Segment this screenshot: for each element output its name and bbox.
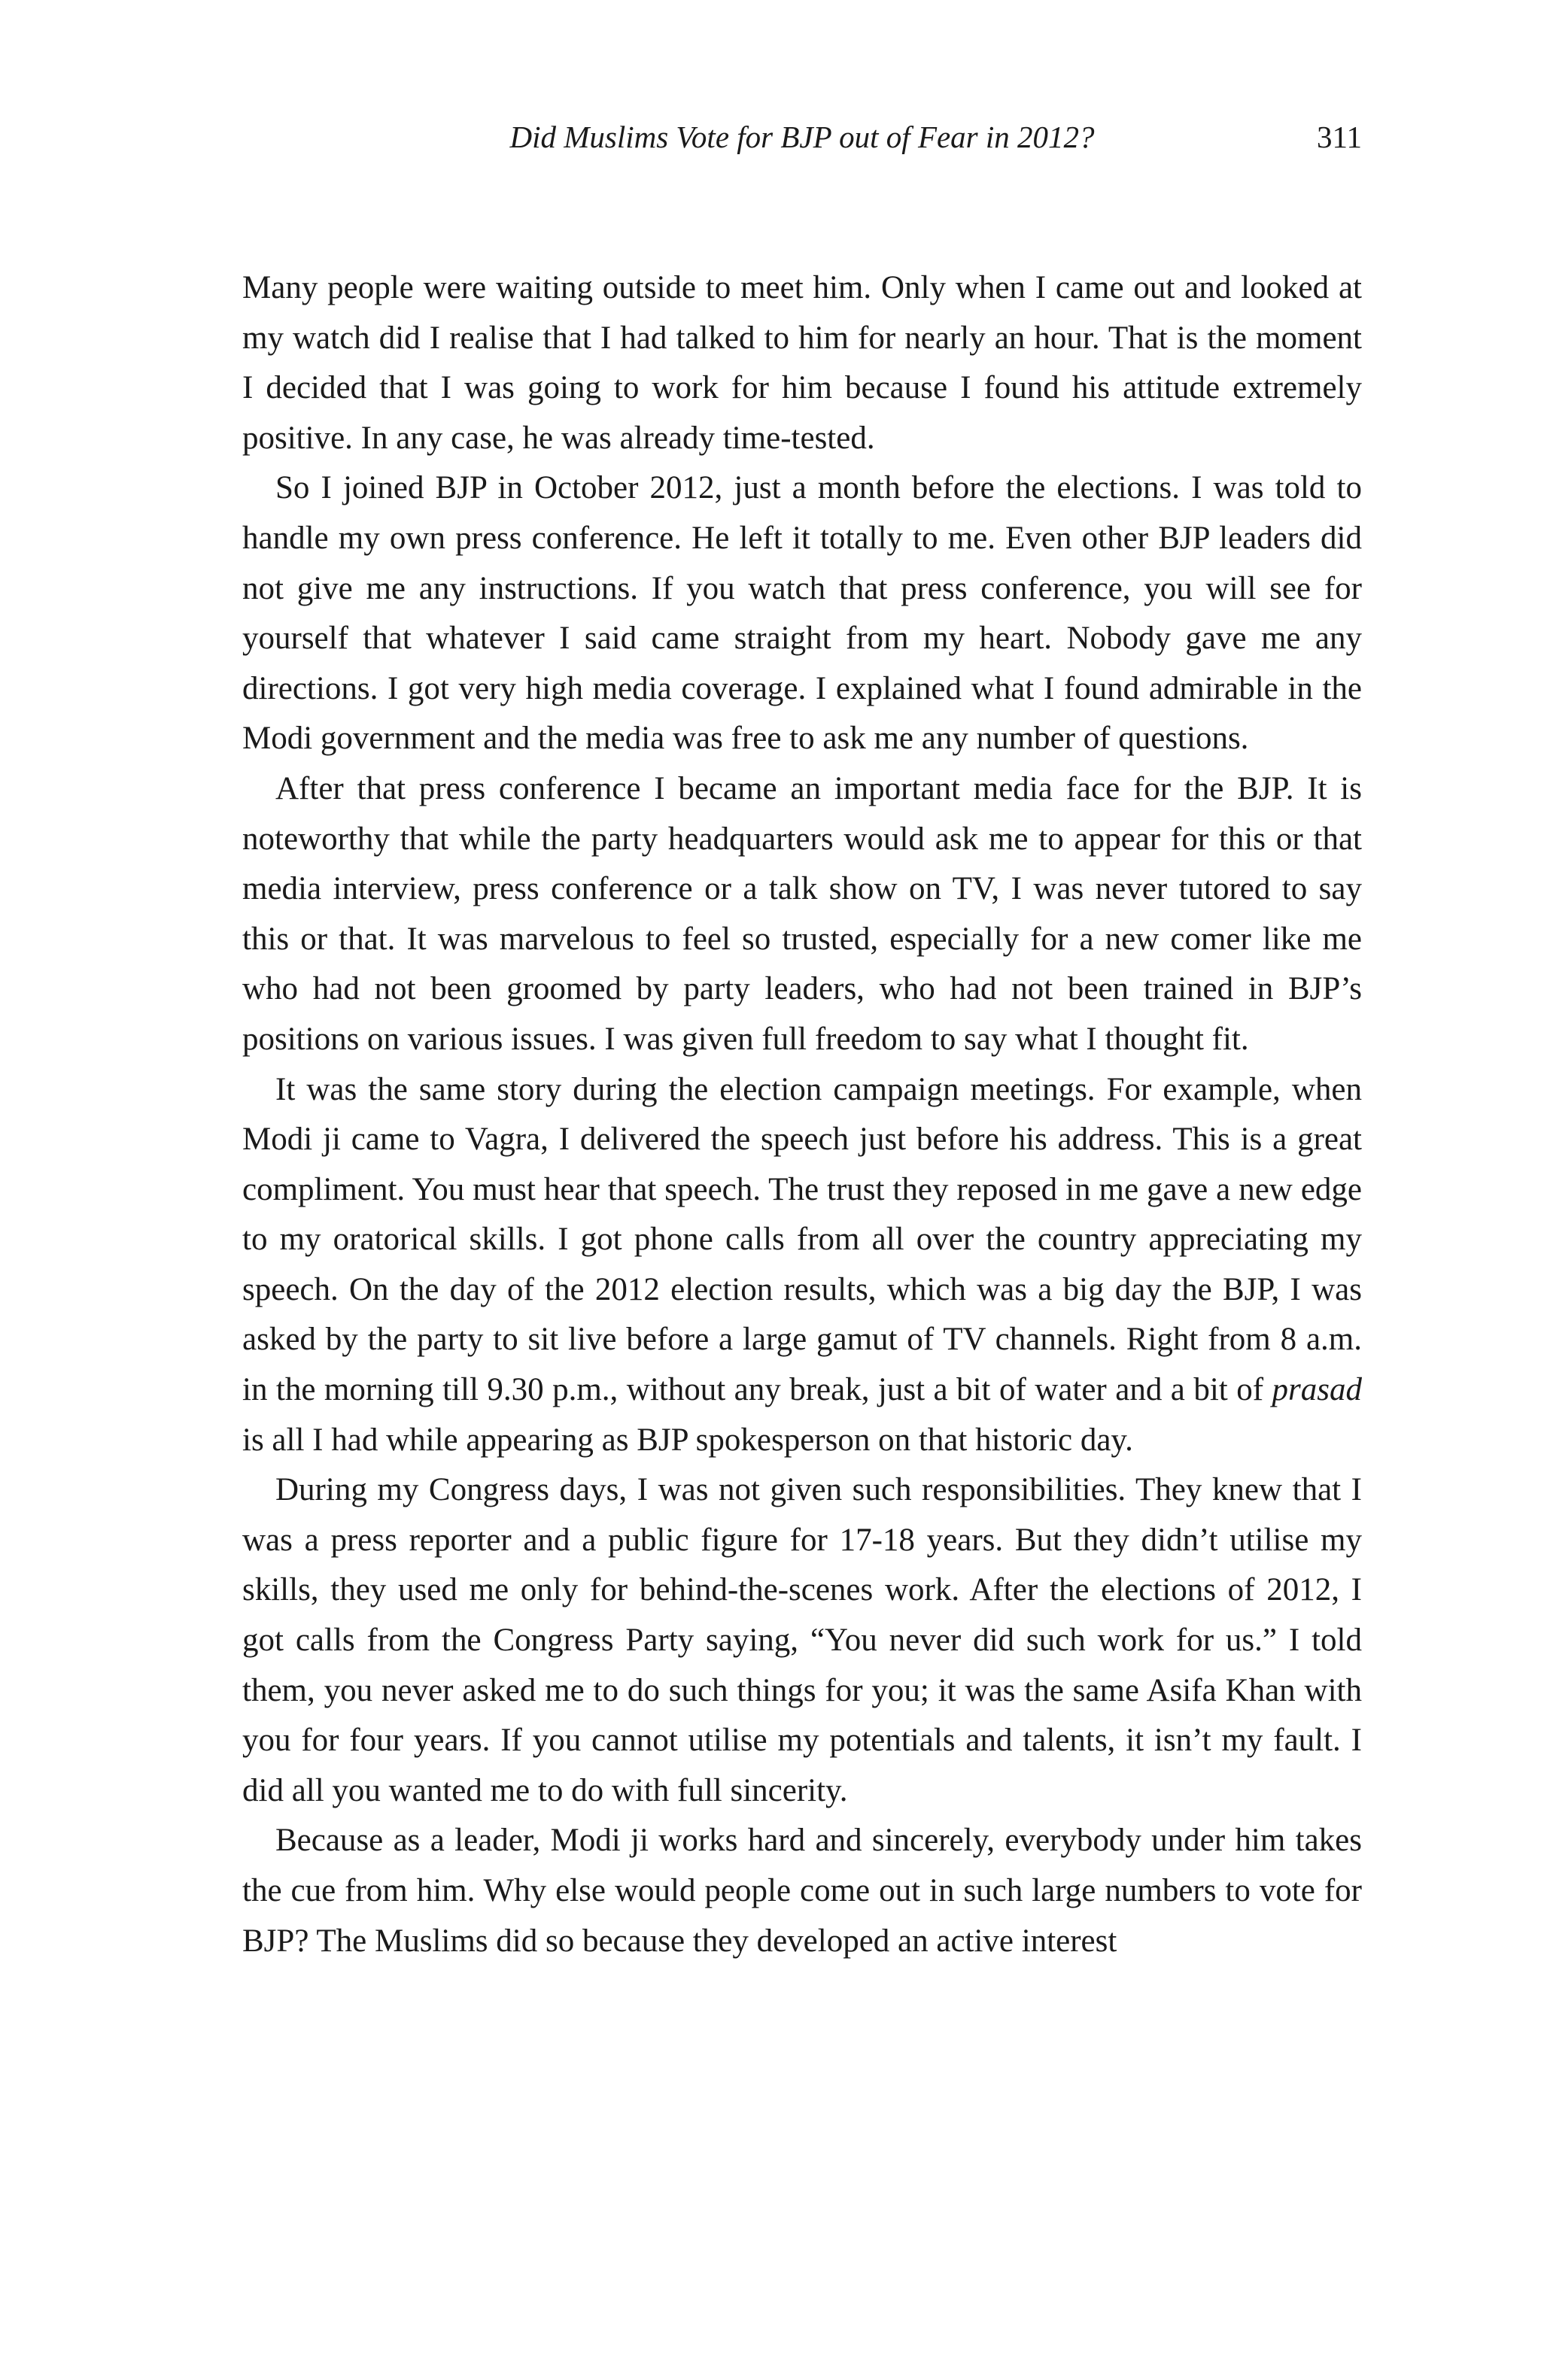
paragraph-6: Because as a leader, Modi ji works hard and sincerely, everybody under him takes the cue from him. Why else would people come out in such large numbers to vote for BJP? The Muslims did so because they developed an active interest xyxy=(242,1823,1362,1959)
book-page xyxy=(242,113,1362,1966)
paragraph-2: So I joined BJP in October 2012, just a month before the elections. I was told to handle my own press conference. He left it totally to me. Even other BJP leaders did not give me any instructions. If you watch that press conference, you will see for yourself that whatever I said came straight from my heart. Nobody gave me any directions. I got very high media coverage. I explained what I found admirable in the Modi government and the media was free to ask me any number of questions. xyxy=(242,470,1362,757)
paragraph-5: During my Congress days, I was not given such responsibilities. They knew that I was a press reporter and a public figure for 17-18 years. But they didn’t utilise my skills, they used me only for behind-the-scenes work. After the elections of 2012, I got calls from the Congress Party saying, “You never did such work for us.” I told them, you never asked me to do such things for you; it was the same Asifa Khan with you for four years. If you cannot utilise my potentials and talents, it isn’t my fault. I did all you wanted me to do with full sincerity. xyxy=(242,1472,1362,1808)
paragraph-1: Many people were waiting outside to meet him. Only when I came out and looked at my watch did I realise that I had talked to him for nearly an hour. That is the moment I decided that I was going to work for him because I found his attitude extremely positive. In any case, he was already time-tested. xyxy=(242,270,1362,456)
running-header xyxy=(242,113,1362,173)
paragraph-4-text-start: It was the same story during the election campaign meetings. For example, when Modi ji came to Vagra, I delivered the speech just before his address. This is a great compliment. You must hear that speech. The trust they reposed in me gave a new edge to my oratorical skills. I got phone calls from all over the country appreciating my speech. On the day of the 2012 election results, which was a big day the BJP, I was asked by the party to sit live before a large gamut of TV channels. Right from 8 a.m. in the morning till 9.30 p.m., without any break, just a bit of water and a bit of xyxy=(242,1071,1362,1408)
page-number: 311 xyxy=(1317,120,1362,154)
paragraph-3: After that press conference I became an important media face for the BJP. It is noteworthy that while the party headquarters would ask me to appear for this or that media interview, press conference or a talk show on TV, I was never tutored to say this or that. It was marvelous to feel so trusted, especially for a new comer like me who had not been groomed by party leaders, who had not been trained in BJP’s positions on various issues. I was given full freedom to say what I thought fit. xyxy=(242,770,1362,1057)
paragraph-4-text-end: is all I had while appearing as BJP spokesperson on that historic day. xyxy=(242,1422,1133,1458)
paragraph-4-italic-term: prasad xyxy=(1272,1372,1362,1408)
paragraph-4 xyxy=(242,1065,1362,1466)
running-title: Did Muslims Vote for BJP out of Fear in 2012? xyxy=(509,120,1095,154)
body-text xyxy=(242,263,1362,1966)
